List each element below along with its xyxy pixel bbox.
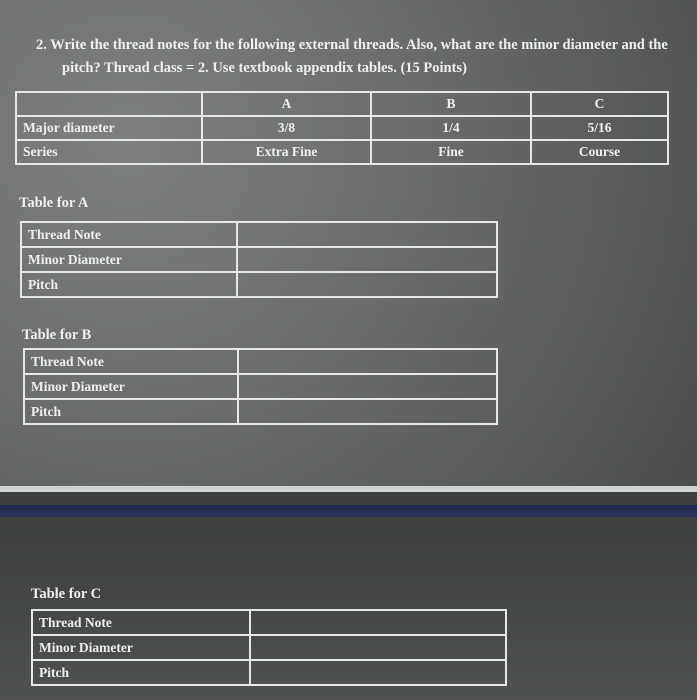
row-label-major-diameter: Major diameter [16, 116, 202, 140]
table-b-minor-diameter-label: Minor Diameter [24, 374, 238, 399]
table-c-minor-diameter-label: Minor Diameter [32, 635, 250, 660]
table-a [20, 221, 498, 298]
table-row [32, 635, 506, 660]
table-row [32, 610, 506, 635]
series-b: Fine [371, 140, 531, 164]
series-a: Extra Fine [202, 140, 371, 164]
table-a-thread-note-label: Thread Note [21, 222, 237, 247]
thread-spec-table [15, 91, 669, 165]
table-b-thread-note-label: Thread Note [24, 349, 238, 374]
table-b-thread-note-answer[interactable] [238, 349, 497, 374]
header-a: A [202, 92, 371, 116]
table-a-thread-note-answer[interactable] [237, 222, 497, 247]
table-row [21, 272, 497, 297]
series-c: Course [531, 140, 668, 164]
major-diameter-c: 5/16 [531, 116, 668, 140]
table-a-pitch-label: Pitch [21, 272, 237, 297]
table-c-thread-note-label: Thread Note [32, 610, 250, 635]
table-row [21, 222, 497, 247]
table-a-minor-diameter-label: Minor Diameter [21, 247, 237, 272]
table-header-row [16, 92, 668, 116]
table-b-pitch-label: Pitch [24, 399, 238, 424]
table-b-pitch-answer[interactable] [238, 399, 497, 424]
table-b-title: Table for B [22, 327, 92, 343]
table-row [16, 116, 668, 140]
header-b: B [371, 92, 531, 116]
table-row [24, 399, 497, 424]
header-empty-cell [16, 92, 202, 116]
table-row [32, 660, 506, 685]
table-a-title: Table for A [19, 195, 89, 211]
table-a-pitch-answer[interactable] [237, 272, 497, 297]
table-c-pitch-label: Pitch [32, 660, 250, 685]
screen-edge-line [0, 486, 697, 492]
table-c [31, 609, 507, 686]
table-c-title: Table for C [31, 586, 102, 602]
header-c: C [531, 92, 668, 116]
table-row [24, 374, 497, 399]
row-label-series: Series [16, 140, 202, 164]
major-diameter-a: 3/8 [202, 116, 371, 140]
screen-taskbar-strip [0, 505, 697, 517]
table-row [21, 247, 497, 272]
table-b-minor-diameter-answer[interactable] [238, 374, 497, 399]
table-c-pitch-answer[interactable] [250, 660, 506, 685]
table-row [24, 349, 497, 374]
question-line-1: 2. Write the thread notes for the following external threads. Also, what are the minor diameter and the [36, 37, 668, 53]
table-c-thread-note-answer[interactable] [250, 610, 506, 635]
table-a-minor-diameter-answer[interactable] [237, 247, 497, 272]
table-row [16, 140, 668, 164]
table-b [23, 348, 498, 425]
question-line-2: pitch? Thread class = 2. Use textbook appendix tables. (15 Points) [62, 60, 467, 76]
major-diameter-b: 1/4 [371, 116, 531, 140]
table-c-minor-diameter-answer[interactable] [250, 635, 506, 660]
